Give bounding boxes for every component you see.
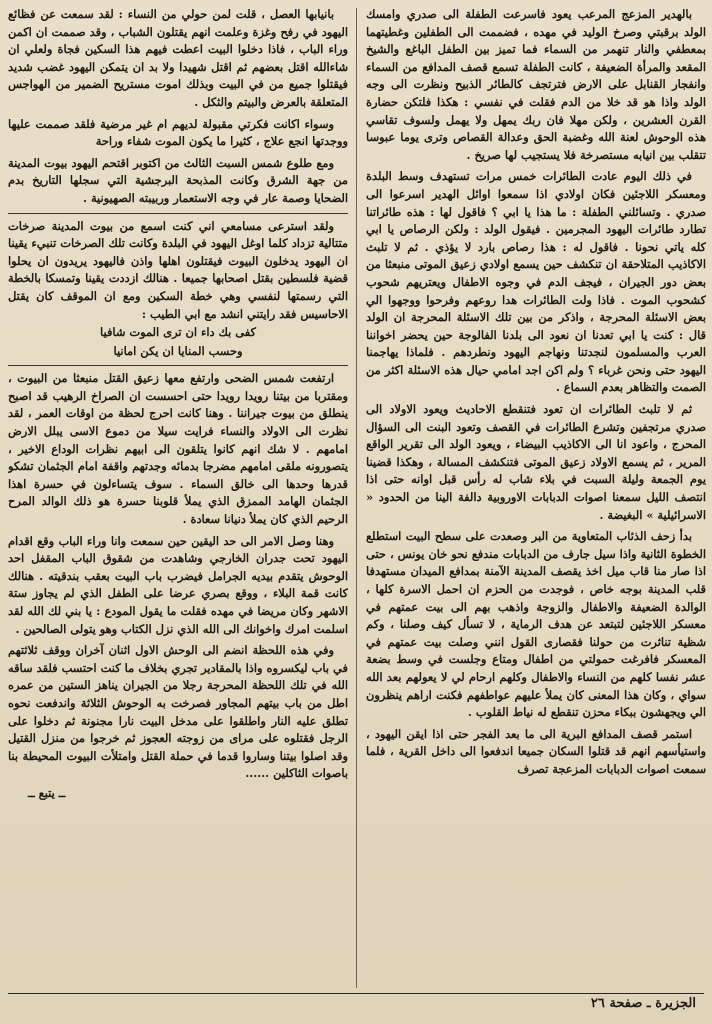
article-column-left	[8, 6, 348, 990]
column-divider	[356, 8, 357, 988]
paragraph: ولقد استرعى مسامعي اني كنت اسمع من بيوت المدينة صرخات متتالية تزداد كلما اوغل اليهود في البلدة وكانت تلك الصرخات تنبيء يقينا ان اليهود يدخلون البيوت فيقتلون اهلها واذن فاليهود يريدون ان يحلوا قضية فلسطين بقتل اصحابها جميعا . هنالك ازددت يقينا وتمسكا بالخطة التي رسمتها لنفسي وهي خطة السكين ومع ان الموقف كان يقتل الاحاسيس فقد رايتني انشد مع ابي الطيب :	[8, 218, 348, 321]
paragraph: وهنا وصل الامر الى حد اليقين حين سمعت وانا وراء الباب وقع اقدام اليهود تحت جدران الخارجي وشاهدت من شقوق الباب المقفل احد الوحوش يتقدم بيديه الجرامل فيضرب باب البيت بعقب بندقيته . هنالك كانت قمة البلاء ، ووقع بصري عرضا على الطفل الذي لم يجاوز ستة الاشهر وكان مريضا في مهده فقلت ما يقول المودع : يا بني لك الله لقد اسلمت امرك واخوانك الى الله الذي نزل الكتاب وهو يتولى الصالحين .	[8, 533, 348, 636]
paragraph: بالهدير المزعج المرعب يعود فاسرعت الطفلة الى صدري وامسك الولد برقبتي وصرخ الوليد في مهده ، فضممت الى الطفلين وغطيتهما بمعطفي والنار تنهمر من السماء فما تميز بين الطفل الباغع والشيخ المقعد والمرأة الضعيفة ، كانت الطفلة تسمع قصف المدافع من السماء وانفجار القنابل على الارض فترتجف كالطائر الذبيح ونظرت الى وجه الولد واذا هو قد خلا من الدم فقلت في نفسي : هكذا فلتكن حضارة القرن العشرين ، ولكن مهلا فان ربك يمهل ولا يهمل ولسوف تقاسي هذه الوحوش لعنة الله وغضبة الحق وعدالة القصاص وترى يوما عبوسا تتقلب بين انيابه مستصرخة فلا يستجيب لها صريخ .	[366, 7, 706, 162]
paragraph: ومع طلوع شمس السبت الثالث من اكتوبر اقتحم اليهود بيوت المدينة من جهة الشرق وكانت المذبحة البرجشية التي سجلها التاريخ بدم الضحايا وصمة عار في وجه الاستعمار وربيبته الصهيونية .	[8, 155, 348, 205]
paragraph: استمر قصف المدافع البرية الى ما بعد الفجر حتى اذا ايقن اليهود ، واستيأسهم انهم قد قتلوا السكان جميعا اندفعوا الى داخل القرية ، فلما سمعت اصوات الدبابات المزعجة تصرف	[366, 726, 706, 776]
paragraph: ثم لا تلبث الطائرات ان تعود فتنقطع الاحاديث ويعود الاولاد الى صدري مرتجفين وتشرع الطائرات في القصف وتعود البنت الى السؤال المحرج ، واعود انا الى الاكاذيب البيضاء ، ويعود الولد الى تقرير الواقع المرير ، ثم يسمع الاولاد زعيق الموتى فتنكشف المسالة ، وهكذا قضينا يوم الجمعة وليلة السبت في بلاء شاب له رأس قبل اوانه حتى اذا انتصف الليل سمعنا اصوات الدبابات الاوروبية دالفة الينا من الحدود « الاسرائيلية » البغيضة .	[366, 402, 706, 522]
paragraph: في ذلك اليوم عادت الطائرات خمس مرات تستهدف وسط البلدة ومعسكر اللاجئين فكان اولادي اذا سمعوا اوائل الهدير اسرعوا الى صدري . وتسائلني الطفلة : ما هذا يا ابي ؟ فاقول لها : هذه طائراتنا تطارد طائرات اليهود المجرمين . فيقول الولد : ولكن الرصاص يا ابي كله ياتي نحونا . فاقول له : هذا رصاص بارد لا يؤذي . ثم لا تلبث الاكاذيب المتلاحقة ان تنكشف حين يسمع اولادي زعيق الموتى منبعثا من بعض دور الجيران ، فيجف الدم في وجوه الاطفال ويعتريهم شحوب كشحوب الموت . فاذا ولت الطائرات هدا روعهم وفرحوا ووجهوا الي بعض الاسئلة المحرجة ، واذكر من بين تلك الاسئلة المحرجة ان الولد قال : كنت يا ابي تعدنا ان نعود الى بلدنا الفالوجة حين يحضر اخواننا العرب والمسلمون لنجدتنا ونهاجم اليهود ونطردهم . فلماذا يهاجمنا اليهود حتى ونحن غرباء ؟ ولم اكن اجد امامي حيال هذه الاسئلة اكثر من الصمت والتظاهر بعدم السماع .	[366, 169, 706, 395]
poem-verse-line: كفى بك داء ان ترى الموت شافيا	[100, 325, 256, 340]
page-number: صفحة ٢٦	[590, 996, 643, 1011]
paragraph: ارتفعت شمس الضحى وارتفع معها زعيق القتل منبعثا من البيوت ، ومقتربا من بيتنا رويدا رويدا حتى احسست ان الصراخ الرهيب قد اصبح ينطلق من بيوت جيراننا . وهنا كانت احرج لحظة من اوقات العمر ، لقد نظرت الى الاولاد والنساء فرايت سيلا من دموع الاسى يبلل الارض امامهم . لا شك انهم كانوا يتلقون الى ابيهم نظرات الوداع الاخير ، يتصورونه ملقى امامهم مضرجا بدمائه وجدتهم واقفة امام الجثمان تشكو قدرها وحدها الى خالق السماء . سوف يتساءلون في حسرة اهذا الجثمان الهامد الممزق الذي يملأ قلوبنا حسرة هو ذلك الوالد المرح الرحيم الذي كان يملأ دنيانا سعادة .	[8, 371, 348, 527]
paragraph: بدأ زحف الذئاب المتعاوية من البر وصعدت على سطح البيت استطلع الخطوة الثانية واذا سيل جارف من الدبابات مندفع نحو خان يونس ، حتى اذا صار منا قاب ميل اخذ يقصف المدينة الآمنة بمدافع الميدان مستهدفا قلب المدينة بوجه خاص ، فوجدت من الحزم ان احمل الاسرة كلها ، الوالدة الضعيفة والاطفال والزوجة واذهب بهم الى بيت عمتهم في معسكر اللاجئين لتبتعد عن هدف الرماية ، لا تسأل كيف وصلنا ، وكم شظية تناثرت من حولنا فقصارى القول انني وصلت بيت عمتهم في المعسكر فافرغت حمولتي من اطفال ومتاع وجلست في وسط بضعة عشر نفسا كلهم من النساء والاطفال وكلهم ارحام لي لا يعولهم بعد الله سواي ، وكان هذا المعنى كان يملأ عليهم عواطفهم فكنت اراهم ينظرون الي ويجهشون ببكاء محزن تنقطع له نياط القلوب .	[366, 529, 706, 720]
paragraph: وسواء اكانت فكرتي مقبولة لديهم ام غير مرضية فلقد صممت عليها ووجدتها انجع علاج ، كثيرا ما يكون الموت شفاء وراحة	[8, 116, 348, 149]
article-column-right	[366, 6, 706, 990]
footer-dash: ـ	[642, 996, 651, 1011]
page-footer	[591, 996, 696, 1011]
footer-rule	[8, 993, 704, 994]
paragraph: وفي هذه اللحظة انضم الى الوحش الاول اثنان آخران ووقف ثلاثتهم في باب ليكسروه واذا بالمقادير تجري بخلاف ما كنت احتسب فلقد ساقه الله في تلك اللحظة المحرجة رجلا من الجيران يناهز الستين من عمره اطل من باب بيتهم المجاور فصرخت به الوحوش الثلاثة واندفعت نحوه تطلق عليه النار واطلقوا على مدخل البيت نارا مجنونة ثم دخلوا على الرجل فقتلوه على مراى من زوجته العجوز ثم خرجوا من منزل القتيل وقد اصلوا بيتنا وساروا قدما في حملة القتل وامتلأت البيوت المحيطة بنا باصوات الثاكلين ......	[8, 643, 348, 781]
poem-verse-line: وحسب المنايا ان يكن امانيا	[113, 343, 243, 358]
section-rule	[8, 213, 348, 214]
section-rule	[8, 365, 348, 366]
magazine-name: الجزيرة	[655, 996, 696, 1011]
paragraph: بانيابها العصل ، قلت لمن حولي من النساء : لقد سمعت عن فظائع اليهود في رفح وغزة وعلمت انهم يقتلون الشباب ، وقد صممت ان اكمن وراء الباب ، فاذا دخلوا البيت اعطت فيهم هذا السكين فجاة ولعلي ان شاءالله اقتل بعضهم ثم اقتل شهيدا ولا بد ان يتمكن اليهود غضب شديد فيقتلوا جميع من في البيت وبذلك اموت مستريح الضمير من الهواجس المتعلقة بالعرض والبيتم والثكل .	[8, 7, 348, 109]
continued-marker: ــ يتبع ــ	[28, 785, 66, 800]
